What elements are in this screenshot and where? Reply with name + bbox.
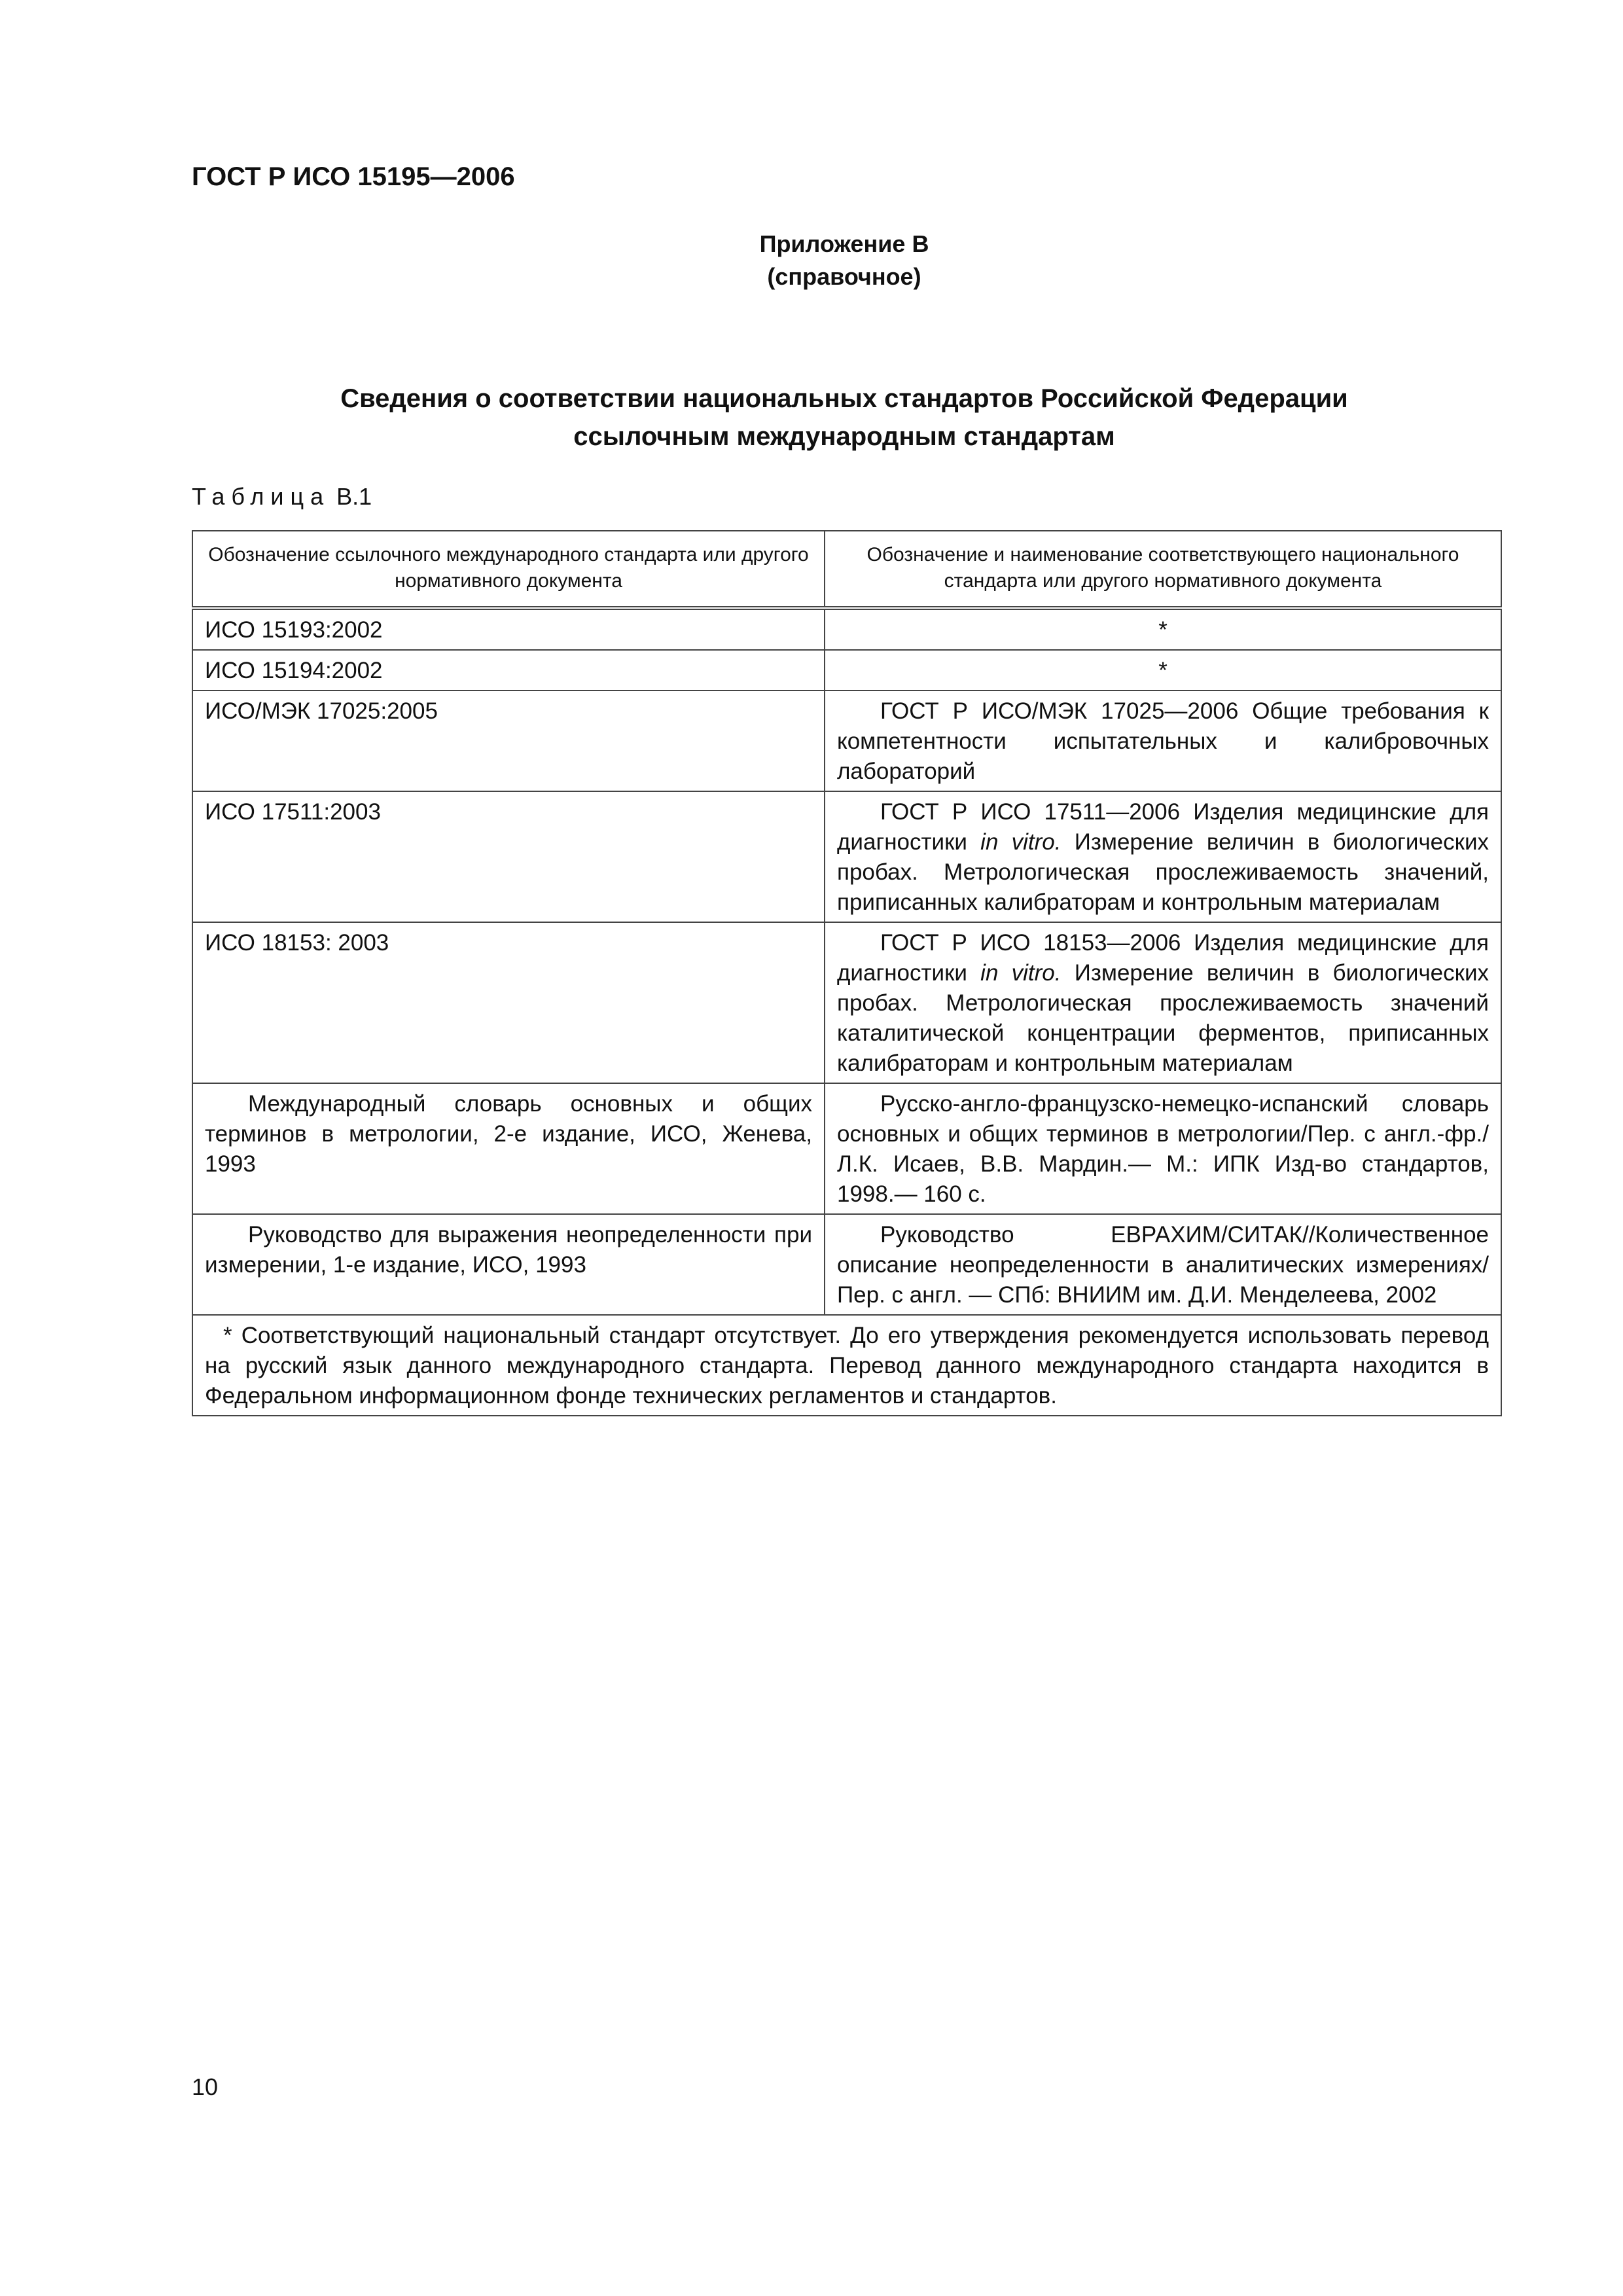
appendix-heading	[0, 228, 1623, 293]
national-text-part: ГОСТ Р ИСО 17511—2006 Изделия медицинские для диагностики	[837, 799, 1489, 855]
document-code: ГОСТ Р ИСО 15195—2006	[192, 162, 515, 191]
table-row	[192, 1214, 1501, 1315]
appendix-type: (справочное)	[767, 263, 921, 290]
national-standard-cell	[825, 922, 1501, 1083]
national-standard-cell: *	[825, 608, 1501, 650]
table-footnote-row	[192, 1315, 1501, 1416]
intl-standard-cell: Руководство для выражения неопределенности при измерении, 1-е издание, ИСО, 1993	[192, 1214, 825, 1315]
national-standard-cell	[825, 791, 1501, 922]
national-text-part: Измерение величин в биологических пробах. Метрологическая прослеживаемость значений каталитической концентрации ферментов, приписанных калибраторам и контрольным материалам	[837, 960, 1489, 1076]
intl-standard-cell: ИСО 15193:2002	[192, 608, 825, 650]
national-text-italic: in vitro.	[980, 829, 1061, 855]
intl-standard-cell: ИСО 17511:2003	[192, 791, 825, 922]
national-text-part: ГОСТ Р ИСО 18153—2006 Изделия медицинские для диагностики	[837, 930, 1489, 986]
table-row	[192, 691, 1501, 791]
table-row	[192, 608, 1501, 650]
table-label-word: Таблица	[192, 483, 330, 510]
intl-standard-cell: ИСО/МЭК 17025:2005	[192, 691, 825, 791]
section-title-line-2: ссылочным международным стандартам	[573, 422, 1115, 451]
table-label-number: В.1	[336, 483, 372, 510]
intl-standard-cell: Международный словарь основных и общих терминов в метрологии, 2-е издание, ИСО, Женева, 1993	[192, 1083, 825, 1214]
section-title	[0, 380, 1623, 456]
table-row	[192, 1083, 1501, 1214]
national-standard-cell: *	[825, 650, 1501, 691]
page-number: 10	[192, 2073, 219, 2100]
table-header-row	[192, 531, 1501, 608]
table-row	[192, 791, 1501, 922]
table-row	[192, 650, 1501, 691]
table-label	[192, 483, 372, 511]
header-national-standard: Обозначение и наименование соответствующего национального стандарта или другого нормативного документа	[825, 531, 1501, 608]
section-title-line-1: Сведения о соответствии национальных стандартов Российской Федерации	[340, 384, 1348, 413]
national-standard-cell: Руководство ЕВРАХИМ/СИТАК//Количественное описание неопределенности в аналитических измерениях/Пер. с англ. — СПб: ВНИИМ им. Д.И. Менделеева, 2002	[825, 1214, 1501, 1315]
table-row	[192, 922, 1501, 1083]
appendix-title: Приложение В	[759, 230, 929, 257]
national-standard-cell: Русско-англо-французско-немецко-испанский словарь основных и общих терминов в метрологии/Пер. с англ.-фр./Л.К. Исаев, В.В. Мардин.— М.: ИПК Изд-во стандартов, 1998.— 160 с.	[825, 1083, 1501, 1214]
header-international-standard: Обозначение ссылочного международного стандарта или другого нормативного документа	[192, 531, 825, 608]
national-text-part: Измерение величин в биологических пробах. Метрологическая прослеживаемость значений, приписанных калибраторам и контрольным материалам	[837, 829, 1489, 915]
national-text-italic: in vitro.	[980, 960, 1061, 986]
national-standard-cell: ГОСТ Р ИСО/МЭК 17025—2006 Общие требования к компетентности испытательных и калибровочных лабораторий	[825, 691, 1501, 791]
standards-correspondence-table	[192, 530, 1502, 1416]
table-footnote: * Соответствующий национальный стандарт отсутствует. До его утверждения рекомендуется использовать перевод на русский язык данного международного стандарта. Перевод данного международного стандарта находится в Федеральном информационном фонде технических регламентов и стандартов.	[192, 1315, 1501, 1416]
intl-standard-cell: ИСО 18153: 2003	[192, 922, 825, 1083]
intl-standard-cell: ИСО 15194:2002	[192, 650, 825, 691]
